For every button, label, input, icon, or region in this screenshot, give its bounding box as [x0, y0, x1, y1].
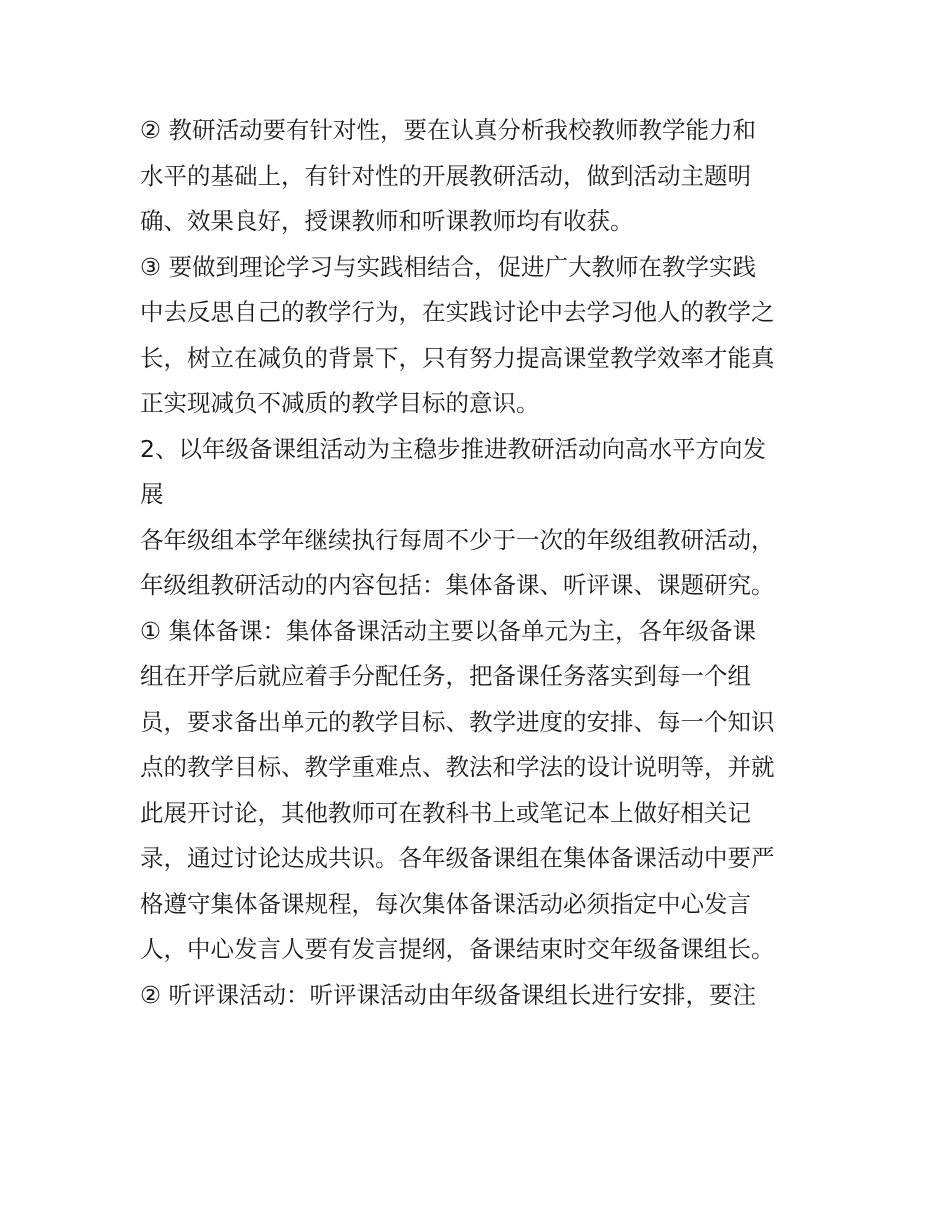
- text-line: 此展开讨论，其他教师可在教科书上或笔记本上做好相关记: [140, 798, 751, 827]
- text-line: 长，树立在减负的背景下，只有努力提高课堂教学效率才能真: [140, 343, 775, 372]
- text-line: 水平的基础上，有针对性的开展教研活动，做到活动主题明: [140, 161, 751, 190]
- text-line: 正实现减负不减质的教学目标的意识。: [140, 389, 540, 417]
- text-line: 员，要求备出单元的教学目标、教学进度的安排、每一个知识: [140, 707, 775, 736]
- text-line: ③ 要做到理论学习与实践相结合，促进广大教师在教学实践: [140, 252, 757, 281]
- text-line: 点的教学目标、教学重难点、教法和学法的设计说明等，并就: [140, 753, 775, 781]
- section-heading-line: 2、以年级备课组活动为主稳步推进教研活动向高水平方向发: [140, 434, 766, 463]
- text-line: ① 集体备课：集体备课活动主要以备单元为主，各年级备课: [140, 616, 757, 645]
- text-line: 各年级组本学年继续执行每周不少于一次的年级组教研活动，: [140, 525, 775, 554]
- document-body: [140, 108, 820, 1018]
- text-line: 中去反思自己的教学行为，在实践讨论中去学习他人的教学之: [140, 298, 775, 326]
- text-line: ② 听评课活动：听评课活动由年级备课组长进行安排，要注: [140, 980, 757, 1009]
- text-line: 组在开学后就应着手分配任务，把备课任务落实到每一个组: [140, 662, 751, 690]
- text-line: 录，通过讨论达成共识。各年级备课组在集体备课活动中要严: [140, 844, 775, 872]
- section-heading-line: 展: [140, 480, 164, 508]
- text-line: 人，中心发言人要有发言提纲，备课结束时交年级备课组长。: [140, 935, 775, 963]
- text-line: 年级组教研活动的内容包括：集体备课、听评课、课题研究。: [140, 571, 775, 599]
- text-line: 格遵守集体备课规程，每次集体备课活动必须指定中心发言: [140, 889, 751, 918]
- text-line: ② 教研活动要有针对性，要在认真分析我校教师教学能力和: [140, 116, 757, 144]
- text-line: 确、效果良好，授课教师和听课教师均有收获。: [140, 207, 634, 235]
